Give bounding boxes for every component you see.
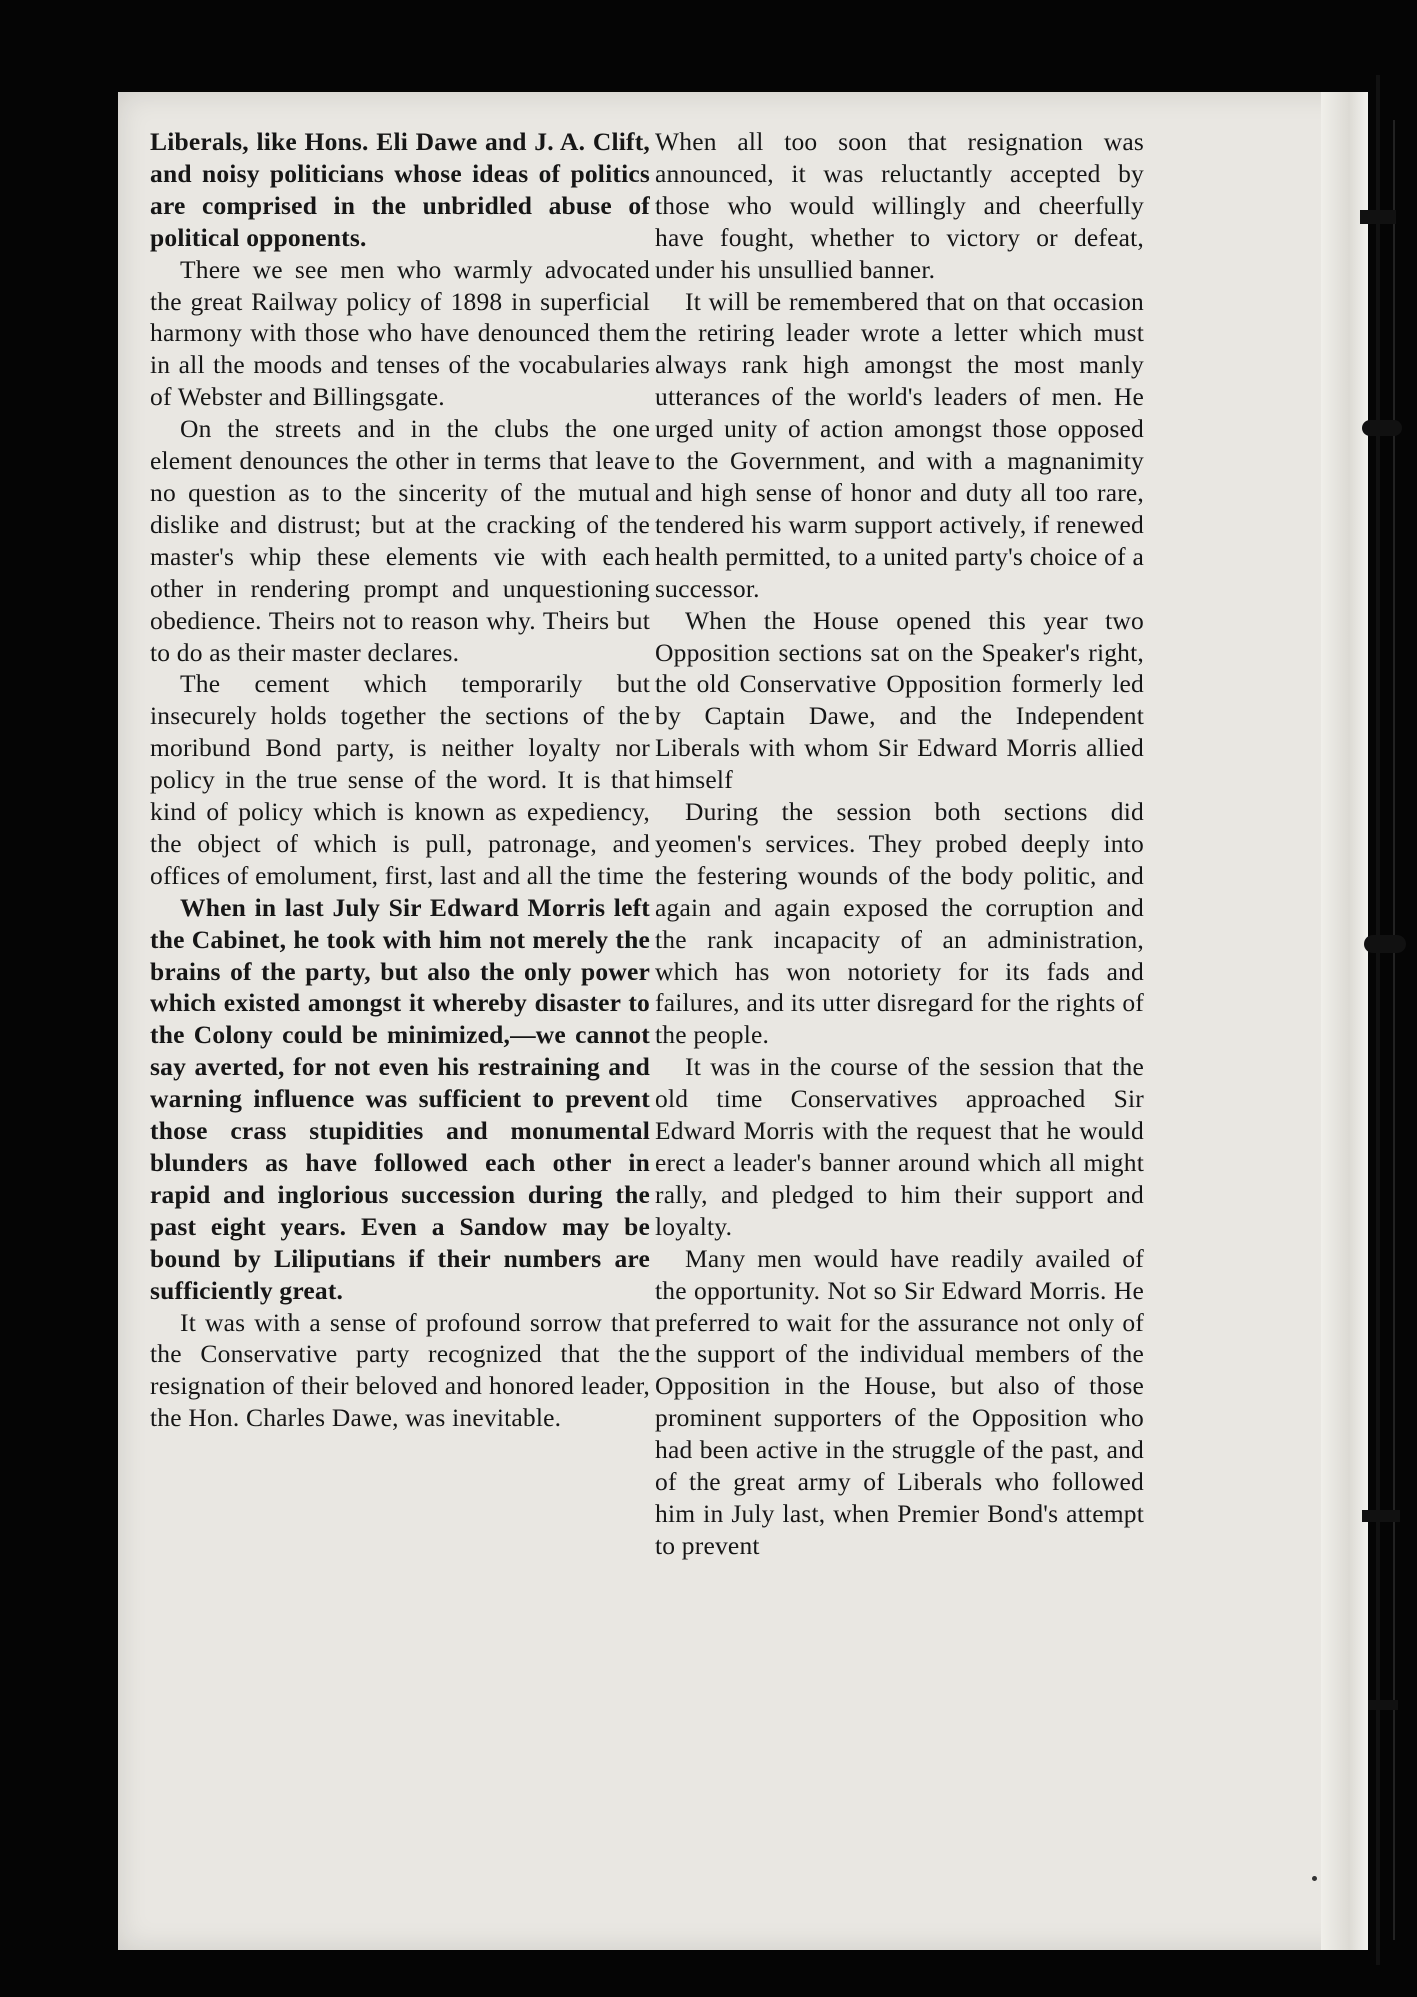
paragraph: When the House opened this year two Opposition sections sat on the Speaker's right, the old Conservative Opposition formerly led by Captain Dawe, and the Independent Liberals with whom Sir Edward Morris allied himself [655,605,1144,795]
paragraph: Many men would have readily availed of the opportunity. Not so Sir Edward Morris. He preferred to wait for the assurance not only of the support of the individual members of the Opposition in the House, but also of those prominent supporters of the Opposition who had been active in the struggle of the past, and of the great army of Liberals who followed him in July last, when Premier Bond's attempt to prevent [655,1243,1144,1560]
page-gutter [1321,92,1368,1950]
paragraph: It will be remembered that on that occasion the retiring leader wrote a letter which must always rank high amongst the most manly utterances of the world's leaders of men. He urged unity of action amongst those opposed to the Government, and with a magnanimity and high sense of honor and duty all too rare, tendered his warm support actively, if renewed health permitted, to a united party's choice of a successor. [655,286,1144,603]
paragraph: On the streets and in the clubs the one element denounces the other in terms that leave no question as to the sincerity of the mutual dislike and distrust; but at the cracking of the master's whip these elements vie with each other in rendering prompt and unquestioning obedience. Theirs not to reason why. Theirs but to do as their master declares. [150,414,650,667]
speck [1312,1876,1317,1881]
right-column [655,126,1144,1562]
binding-clip [1364,935,1406,953]
paragraph: During the session both sections did yeomen's services. They probed deeply into the festering wounds of the body politic, and again and again exposed the corruption and the rank incapacity of an administration, which has won notoriety for its fads and failures, and its utter disregard for the rights of the people. [655,797,1144,1050]
binding-edge-inner [1393,120,1395,1940]
paragraph: There we see men who warmly advocated the great Railway policy of 1898 in superficial harmony with those who have denounced them in all the moods and tenses of the vocabularies of Webster and Billingsgate. [150,254,650,412]
binding-clip [1362,1510,1400,1522]
paragraph: It was in the course of the session that the old time Conservatives approached Sir Edward Morris with the request that he would erect a leader's banner around which all might rally, and pledged to him their support and loyalty. [655,1052,1144,1241]
paragraph: When all too soon that resignation was announced, it was reluctantly accepted by those who would willingly and cheerfully have fought, whether to victory or defeat, under his unsullied banner. [655,127,1144,284]
binding-clip [1360,210,1396,224]
binding-clip [1368,1700,1398,1710]
paragraph: When in last July Sir Edward Morris left the Cabinet, he took with him not merely the brains of the party, but also the only power which existed amongst it whereby disaster to the Colony could be minimized,—we cannot say averted, for not even his restraining and warning influence was sufficient to prevent those crass stupidities and monumental blunders as have followed each other in rapid and inglorious succession during the past eight years. Even a Sandow may be bound by Liliputians if their numbers are sufficiently great. [150,892,650,1305]
paragraph: It was with a sense of profound sorrow that the Conservative party recognized that the resignation of their beloved and honored leader, the Hon. Charles Dawe, was inevitable. [150,1307,650,1433]
binding-edge [1376,75,1380,1965]
binding-clip [1362,420,1402,436]
paragraph: Liberals, like Hons. Eli Dawe and J. A. Clift, and noisy politicians whose ideas of politics are comprised in the unbridled abuse of political opponents. [150,127,650,252]
left-column [150,126,650,1434]
paragraph: The cement which temporarily but insecurely holds together the sections of the moribund Bond party, is neither loyalty nor policy in the true sense of the word. It is that kind of policy which is known as expediency, the object of which is pull, patronage, and offices of emolument, first, last and all the time [150,669,650,890]
